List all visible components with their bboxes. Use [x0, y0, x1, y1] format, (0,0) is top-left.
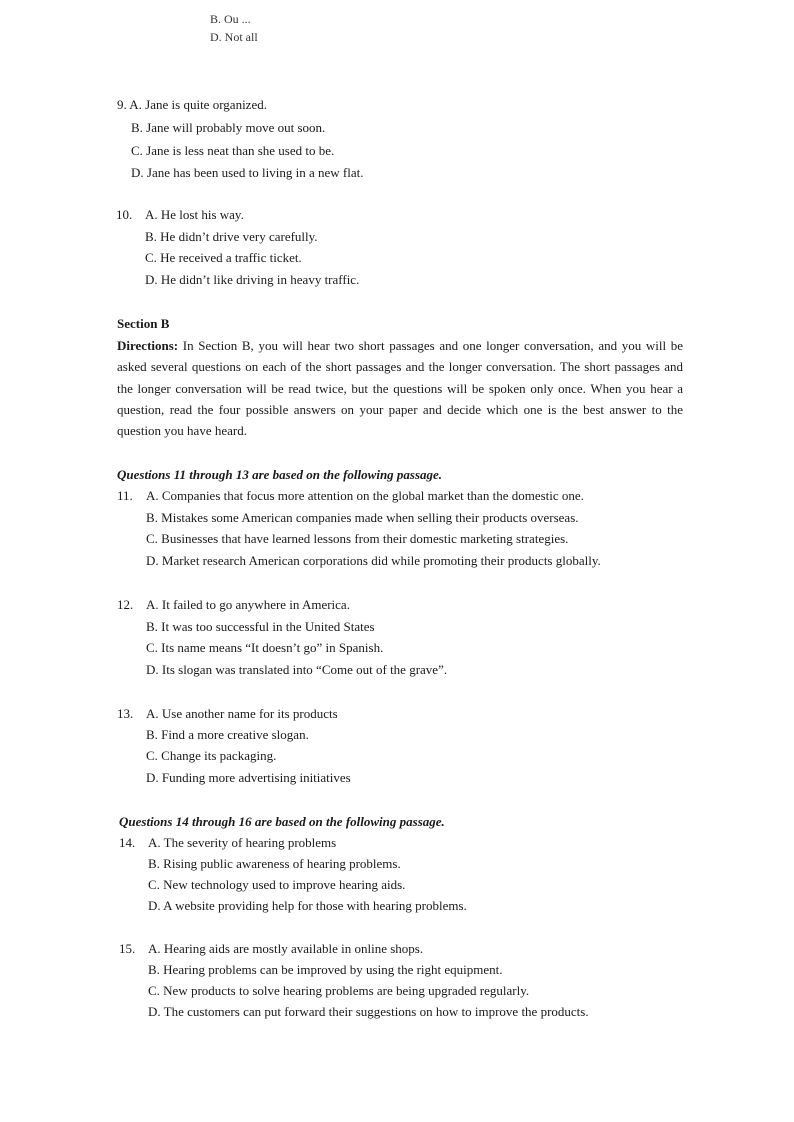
directions-text: In Section B, you will hear two short passages and one longer conversation, and you will be asked several questions on each of the short passages and the longer conversation. The short passages and the longer conversation will be read twice, but the questions will be spoken only once. When you hear a question, read the four possible answers on your paper and decide which one is the best answer to the question you have heard. — [117, 338, 683, 439]
option-d: D. He didn’t like driving in heavy traffic. — [145, 272, 360, 287]
fragment-text: D. Not all — [210, 30, 258, 44]
option-d: D. The customers can put forward their suggestions on how to improve the products. — [148, 1004, 589, 1019]
question-number: 13. — [117, 706, 134, 721]
option-c: C. New technology used to improve hearing aids. — [148, 877, 406, 892]
option-b: B. Hearing problems can be improved by using the right equipment. — [148, 962, 503, 977]
option-c: C. Businesses that have learned lessons from their domestic marketing strategies. — [146, 531, 569, 546]
question-number: 9. — [117, 97, 127, 112]
question-number: 10. — [116, 207, 133, 222]
option-c: C. Change its packaging. — [146, 748, 277, 763]
option-a: A. Hearing aids are mostly available in online shops. — [148, 941, 424, 956]
option-b: B. Find a more creative slogan. — [146, 727, 309, 742]
question-number: 11. — [117, 488, 133, 503]
section-title: Section B — [117, 316, 170, 331]
option-a: A. The severity of hearing problems — [148, 835, 337, 850]
option-b: B. Mistakes some American companies made when selling their products overseas. — [146, 510, 579, 525]
option-a: A. It failed to go anywhere in America. — [146, 597, 350, 612]
option-b: B. It was too successful in the United States — [146, 619, 375, 634]
question-number: 12. — [117, 597, 134, 612]
option-d: D. Its slogan was translated into “Come out of the grave”. — [146, 662, 448, 677]
group-heading: Questions 11 through 13 are based on the following passage. — [117, 467, 443, 482]
option-c: C. New products to solve hearing problems are being upgraded regularly. — [148, 983, 530, 998]
option-c: C. Its name means “It doesn’t go” in Spanish. — [146, 640, 384, 655]
question-number: 15. — [119, 941, 136, 956]
option-b: B. Jane will probably move out soon. — [131, 120, 326, 135]
option-b: B. Rising public awareness of hearing problems. — [148, 856, 401, 871]
option-d: D. Market research American corporations did while promoting their products globally. — [146, 553, 601, 568]
option-c: C. He received a traffic ticket. — [145, 250, 302, 265]
option-b: B. He didn’t drive very carefully. — [145, 229, 318, 244]
question-number: 14. — [119, 835, 136, 850]
directions-paragraph — [117, 335, 683, 441]
directions-label: Directions: — [117, 338, 179, 353]
option-a: A. He lost his way. — [145, 207, 244, 222]
group-heading: Questions 14 through 16 are based on the following passage. — [119, 814, 445, 829]
option-a: A. Companies that focus more attention on the global market than the domestic one. — [146, 488, 584, 503]
option-d: D. Jane has been used to living in a new flat. — [131, 165, 364, 180]
option-a: A. Jane is quite organized. — [129, 97, 267, 112]
option-d: D. Funding more advertising initiatives — [146, 770, 351, 785]
option-d: D. A website providing help for those with hearing problems. — [148, 898, 467, 913]
option-c: C. Jane is less neat than she used to be. — [131, 143, 335, 158]
fragment-text: B. Ou ... — [210, 12, 251, 26]
option-a: A. Use another name for its products — [146, 706, 338, 721]
